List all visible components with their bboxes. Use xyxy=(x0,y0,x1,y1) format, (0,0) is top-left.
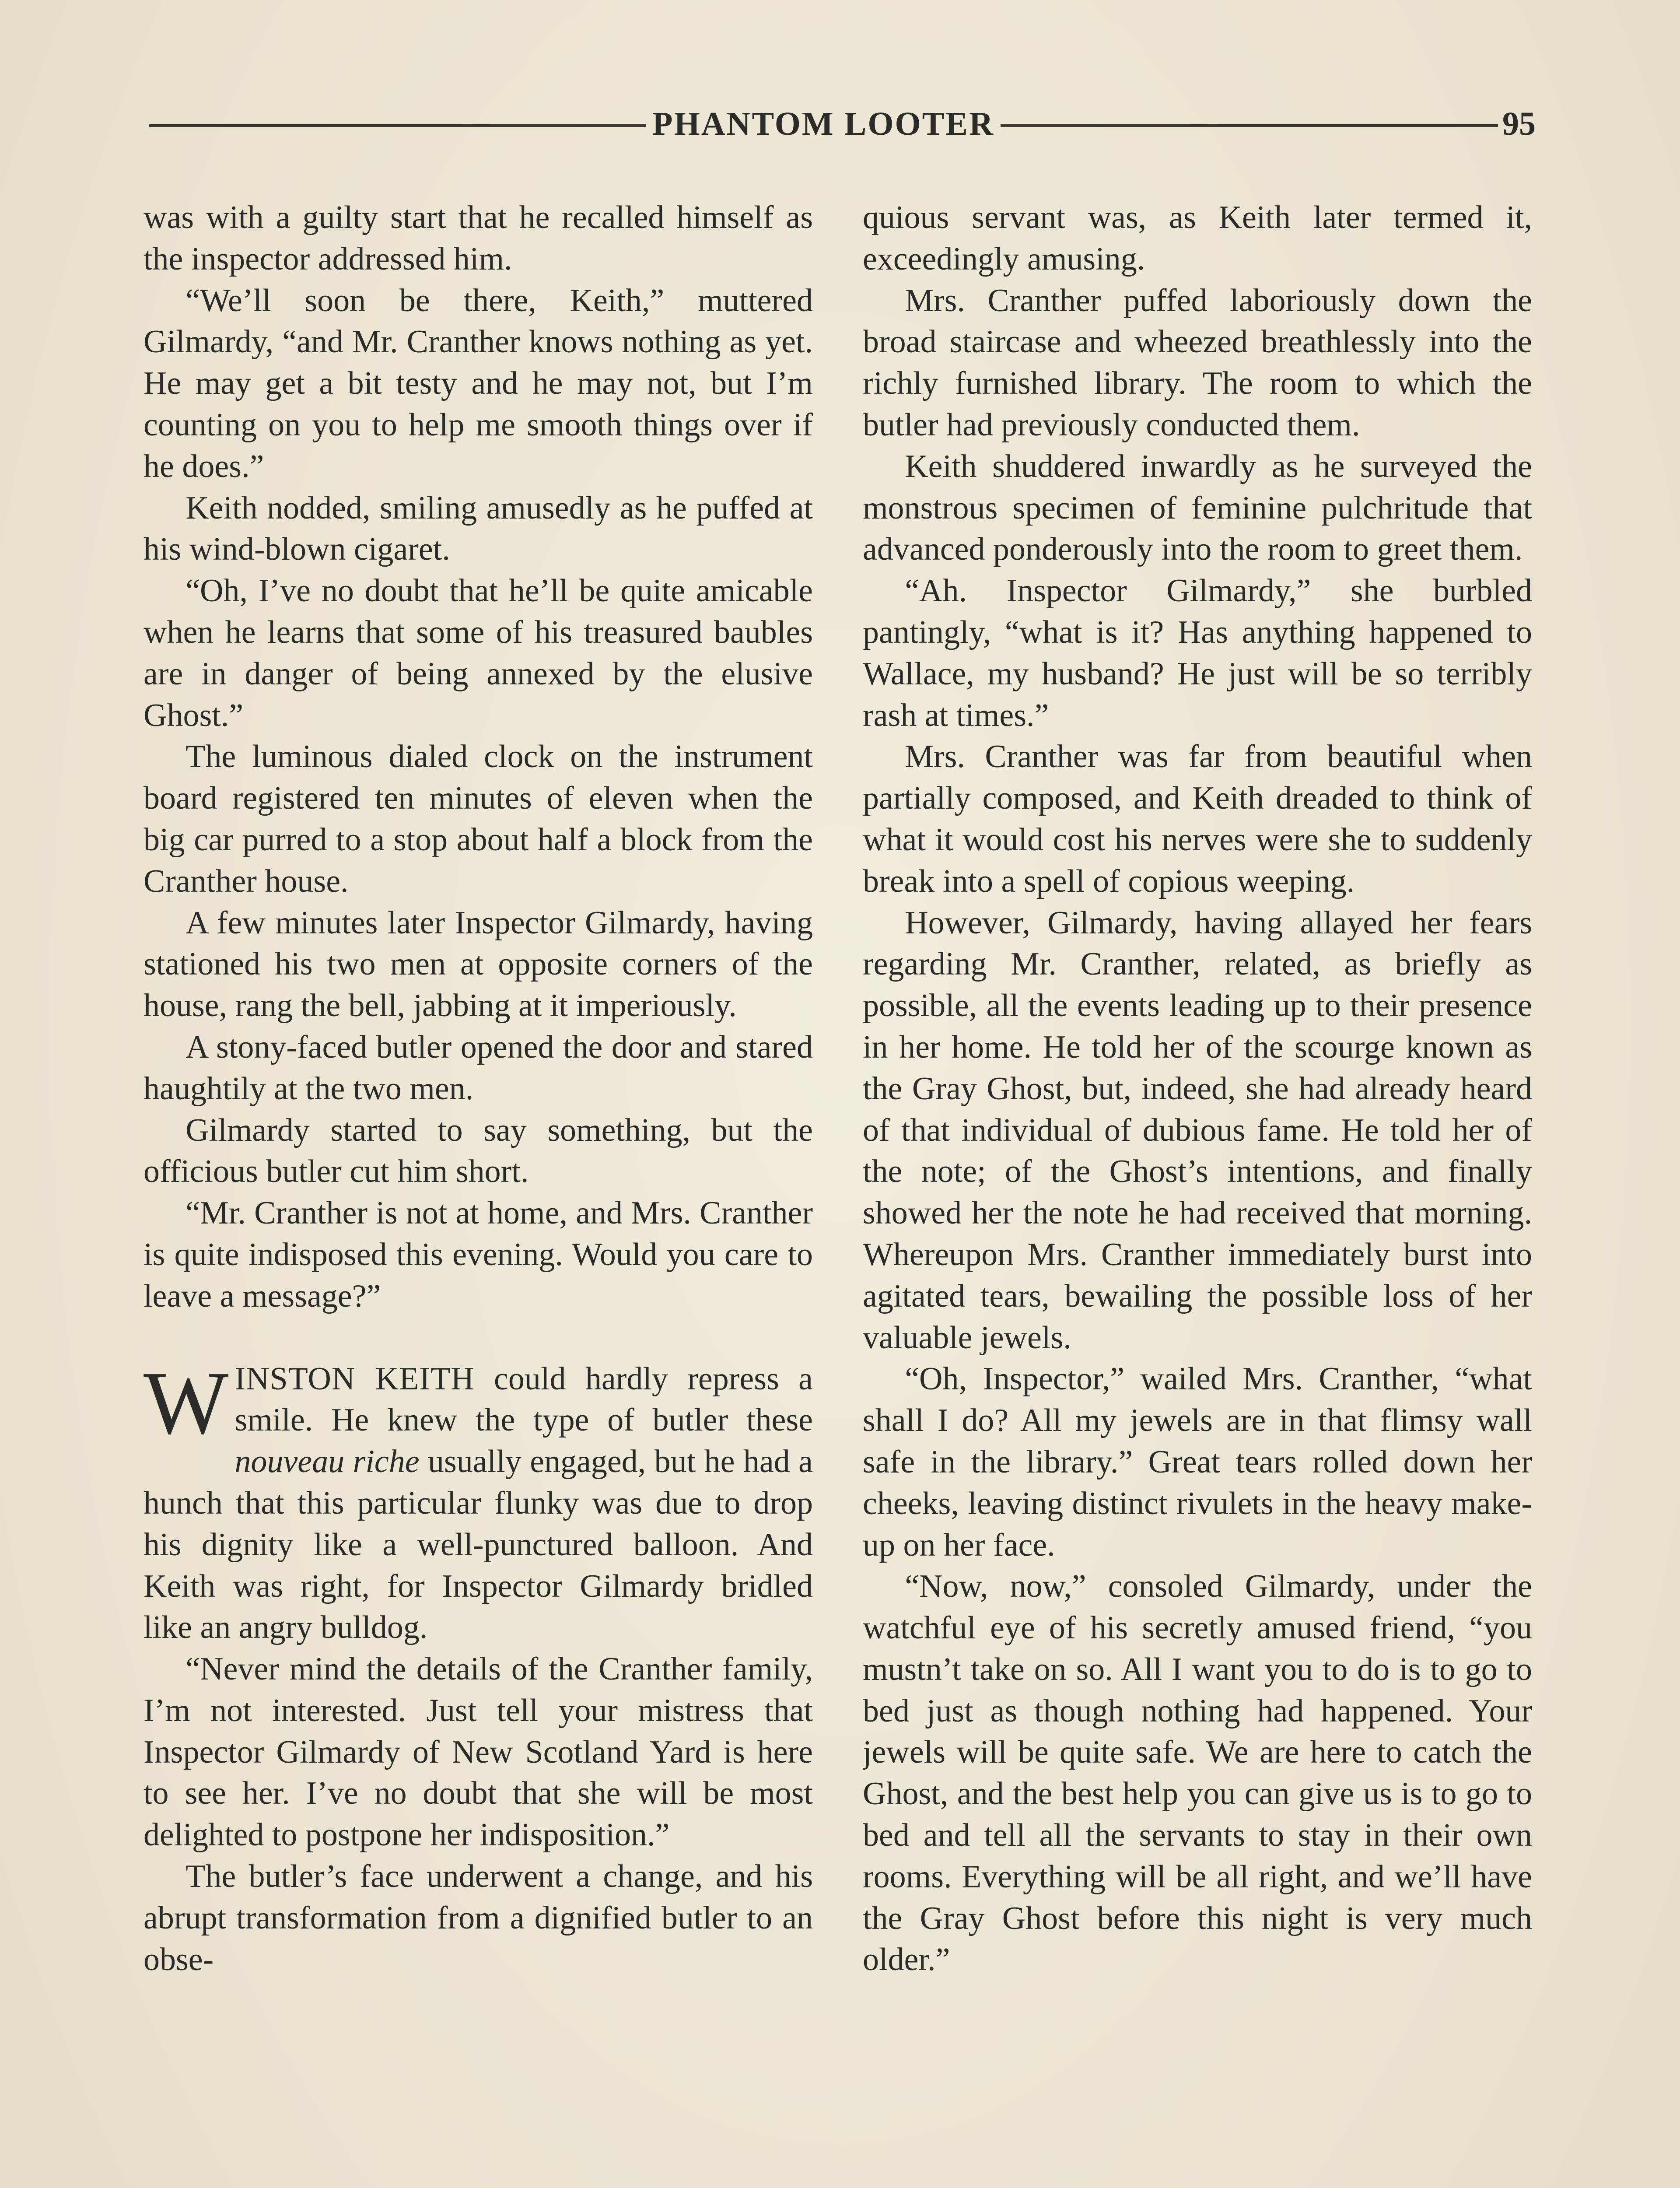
paragraph: Gilmardy started to say something, but the officious butler cut him short. xyxy=(144,1112,813,1190)
paragraph: “Oh, Inspector,” wailed Mrs. Cranther, “what shall I do? All my jewels are in that flimsy wall safe in the library.” Great tears rolled down her cheeks, leaving distinct rivulets in the heavy make-up on her face. xyxy=(863,1361,1532,1563)
paragraph: The butler’s face underwent a change, and his abrupt transformation from a dignified butler to an obse- xyxy=(144,1858,813,1978)
paragraph: “We’ll soon be there, Keith,” muttered Gilmardy, “and Mr. Cranther knows nothing as yet. He may get a bit testy and he may not, but I’m counting on you to help me smooth things over if he does.” xyxy=(144,282,813,484)
paragraph-text: usually engaged, but he had a hunch that this particular flunky was due to drop his dignity like a well-punctured balloon. And Keith was right, for Inspector Gilmardy bridled like an angry bulldog. xyxy=(144,1444,813,1646)
running-header xyxy=(149,100,1536,148)
text-column-right xyxy=(863,197,1532,2188)
paragraph: “Ah. Inspector Gilmardy,” she burbled pantingly, “what is it? Has anything happened to Wallace, my husband? He just will be so terribly rash at times.” xyxy=(863,573,1532,733)
paragraph-text: could hardly repress a smile. He knew the type of butler these xyxy=(234,1360,813,1438)
paragraph: “Now, now,” consoled Gilmardy, under the watchful eye of his secretly amused friend, “you mustn’t take on so. All I want you to do is to go to bed just as though nothing had happened. Your jewels will be quite safe. We are here to catch the Ghost, and the best help you can give us is to go to bed and tell all the servants to stay in their own rooms. Everything will be all right, and we’ll have the Gray Ghost before this night is very much older.” xyxy=(863,1568,1532,1978)
paragraph: A stony-faced butler opened the door and stared haughtily at the two men. xyxy=(144,1029,813,1107)
paragraph: However, Gilmardy, having allayed her fears regarding Mr. Cranther, related, as briefly as possible, all the events leading up to their presence in her home. He told her of the scourge known as the Gray Ghost, but, indeed, she had already heard of that individual of dubious fame. He told her of the note; of the Ghost’s intentions, and finally showed her the note he had received that morning. Whereupon Mrs. Cranther immediately burst into agitated tears, bewailing the possible loss of her valuable jewels. xyxy=(863,905,1532,1356)
paragraph: “Oh, I’ve no doubt that he’ll be quite amicable when he learns that some of his treasured baubles are in danger of being annexed by the elusive Ghost.” xyxy=(144,573,813,733)
header-rule-right xyxy=(1001,124,1498,127)
paragraph: quious servant was, as Keith later termed it, exceedingly amusing. xyxy=(863,200,1532,277)
page-number: 95 xyxy=(1502,105,1536,142)
paragraph: The luminous dialed clock on the instrument board registered ten minutes of eleven when the big car purred to a stop about half a block from the Cranther house. xyxy=(144,739,813,899)
paragraph: “Mr. Cranther is not at home, and Mrs. Cranther is quite indisposed this evening. Would you care to leave a message?” xyxy=(144,1195,813,1314)
small-caps-lead: INSTON KEITH xyxy=(234,1360,475,1397)
paragraph: Keith nodded, smiling amusedly as he puffed at his wind-blown cigaret. xyxy=(144,490,813,568)
paragraph: was with a guilty start that he recalled himself as the inspector addressed him. xyxy=(144,200,813,277)
header-rule-left xyxy=(149,124,646,127)
paragraph: Mrs. Cranther was far from beautiful when partially composed, and Keith dreaded to think of what it would cost his nerves were she to suddenly break into a spell of copious weeping. xyxy=(863,739,1532,899)
text-column-left xyxy=(144,197,813,2188)
running-title: PHANTOM LOOTER xyxy=(652,105,994,142)
paragraph: A few minutes later Inspector Gilmardy, having stationed his two men at opposite corners of the house, rang the bell, jabbing at it imperiously. xyxy=(144,905,813,1024)
paragraph: Mrs. Cranther puffed laboriously down the broad staircase and wheezed breathlessly into the richly furnished library. The room to which the butler had previously conducted them. xyxy=(863,282,1532,443)
paragraph: “Never mind the details of the Cranther family, I’m not interested. Just tell your mistress that Inspector Gilmardy of New Scotland Yard is here to see her. I’ve no doubt that she will be most delighted to postpone her indisposition.” xyxy=(144,1651,813,1853)
paragraph: Keith shuddered inwardly as he surveyed the monstrous specimen of feminine pulchritude that advanced ponderously into the room to greet them. xyxy=(863,448,1532,568)
italic-phrase: nouveau riche xyxy=(234,1444,420,1480)
section-opening-paragraph xyxy=(144,1352,813,1649)
drop-cap: W xyxy=(144,1352,229,1453)
